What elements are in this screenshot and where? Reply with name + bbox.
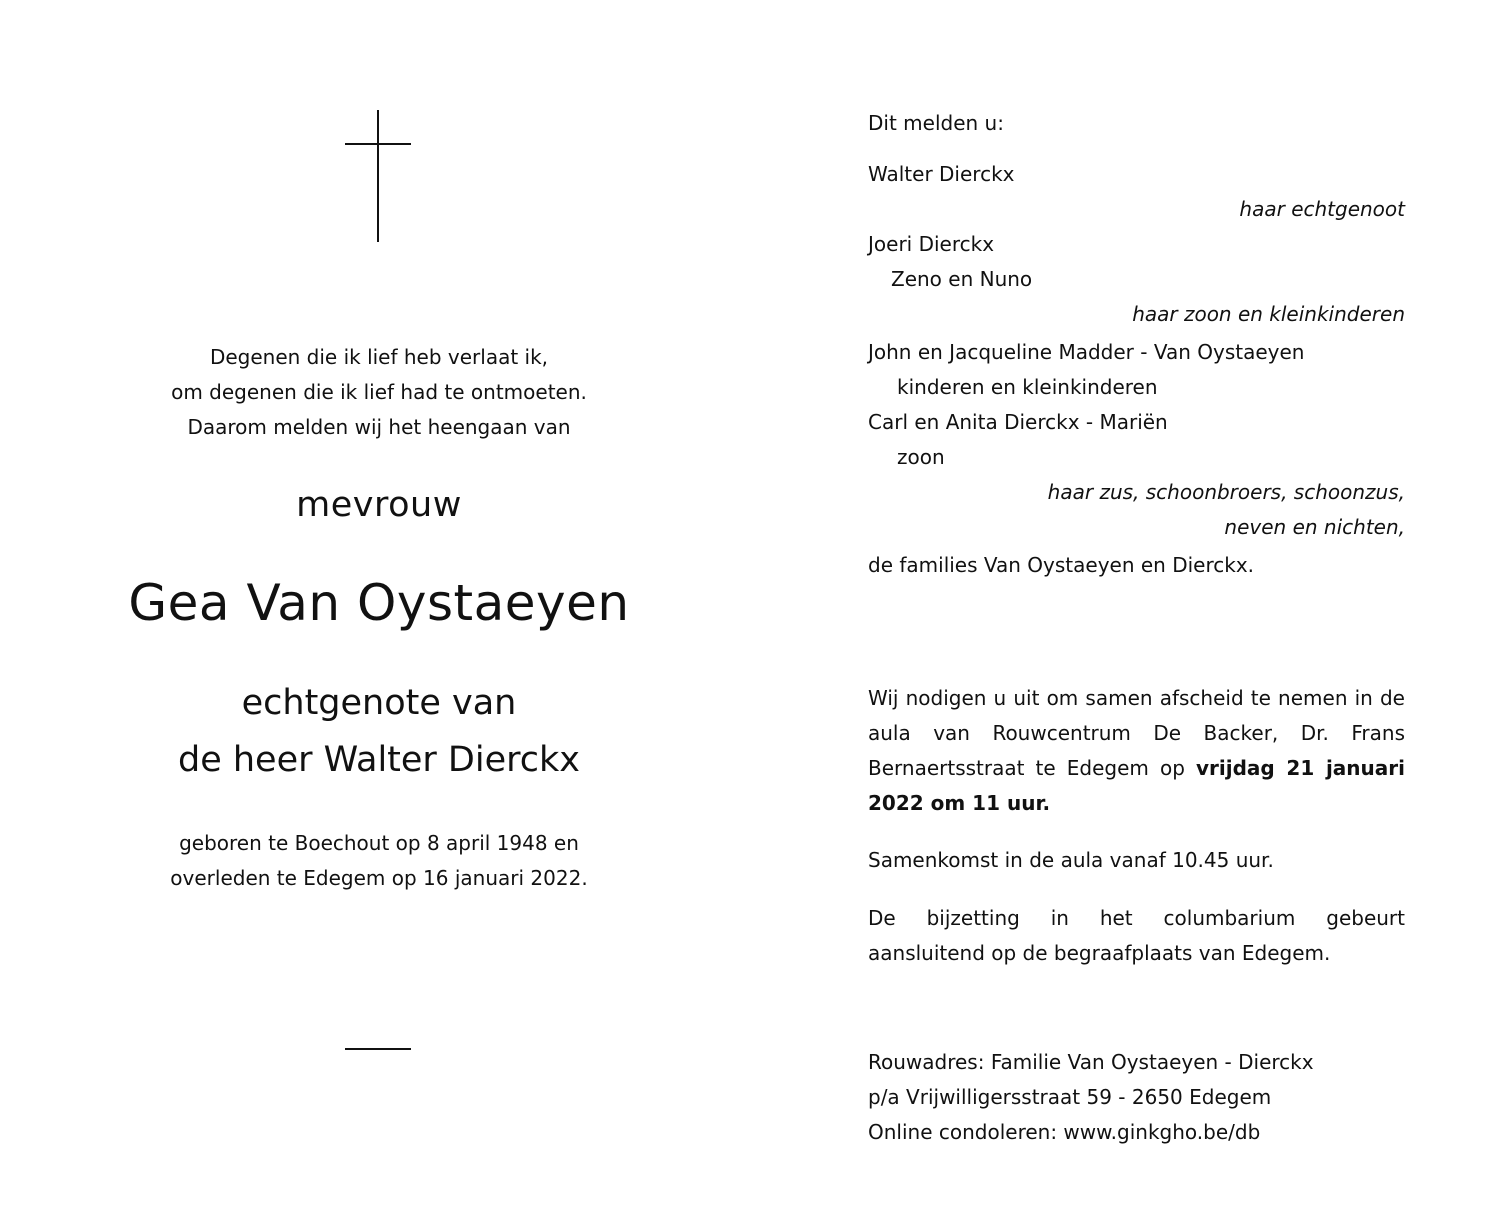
life-dates [80, 826, 678, 896]
mourning-address [868, 1045, 1405, 1150]
cross-vertical-bar [377, 110, 379, 242]
online-condolence: Online condoleren: www.ginkgho.be/db [868, 1120, 1261, 1144]
invitation-paragraph [868, 681, 1405, 821]
family-list [868, 157, 1405, 332]
family-member-carl: Carl en Anita Dierckx - Mariën [868, 410, 1168, 434]
invitation-text: Wij nodigen u uit om samen afscheid te nemen in de aula van Rouwcentrum De Backer, Dr. Frans Bernaertsstraat te Edegem op [868, 686, 1405, 780]
relation-walter: haar echtgenoot [1239, 197, 1405, 221]
spouse-line-2: de heer Walter Dierckx [177, 740, 580, 780]
intro-line-3: Daarom melden wij het heengaan van [187, 415, 571, 439]
family-list-siblings [868, 335, 1405, 545]
family-member-joeri-kids: Zeno en Nuno [891, 267, 1033, 291]
spouse-info [80, 675, 678, 789]
cross-horizontal-bar [345, 143, 411, 145]
intro-line-2: om degenen die ik lief had te ontmoeten. [171, 380, 587, 404]
relation-siblings-2: neven en nichten, [1224, 515, 1405, 539]
closing-rule [345, 1048, 411, 1050]
gathering-info: Samenkomst in de aula vanaf 10.45 uur. [868, 848, 1274, 872]
spouse-line-1: echtgenote van [241, 683, 517, 723]
family-member-joeri: Joeri Dierckx [868, 232, 995, 256]
relation-siblings-1: haar zus, schoonbroers, schoonzus, [1047, 480, 1405, 504]
families-line: de families Van Oystaeyen en Dierckx. [868, 553, 1255, 577]
announcement-label: Dit melden u: [868, 111, 1004, 135]
deceased-name: Gea Van Oystaeyen [128, 574, 630, 632]
family-member-john-kids: kinderen en kleinkinderen [897, 375, 1158, 399]
family-member-carl-kids: zoon [897, 445, 945, 469]
honorific: mevrouw [296, 485, 462, 525]
interment-info: De bijzetting in het columbarium gebeurt aansluitend op de begraafplaats van Edegem. [868, 906, 1405, 965]
family-member-john: John en Jacqueline Madder - Van Oystaeyen [868, 340, 1305, 364]
death-line: overleden te Edegem op 16 januari 2022. [170, 866, 588, 890]
address-line-2: p/a Vrijwilligersstraat 59 - 2650 Edegem [868, 1085, 1272, 1109]
relation-joeri: haar zoon en kleinkinderen [1132, 302, 1405, 326]
intro-verse [80, 340, 678, 445]
invitation-date-time: vrijdag 21 januari 2022 om 11 uur. [868, 756, 1405, 815]
family-member-walter: Walter Dierckx [868, 162, 1015, 186]
intro-line-1: Degenen die ik lief heb verlaat ik, [209, 345, 549, 369]
birth-line: geboren te Boechout op 8 april 1948 en [179, 831, 579, 855]
address-line-1: Rouwadres: Familie Van Oystaeyen - Dierckx [868, 1050, 1314, 1074]
